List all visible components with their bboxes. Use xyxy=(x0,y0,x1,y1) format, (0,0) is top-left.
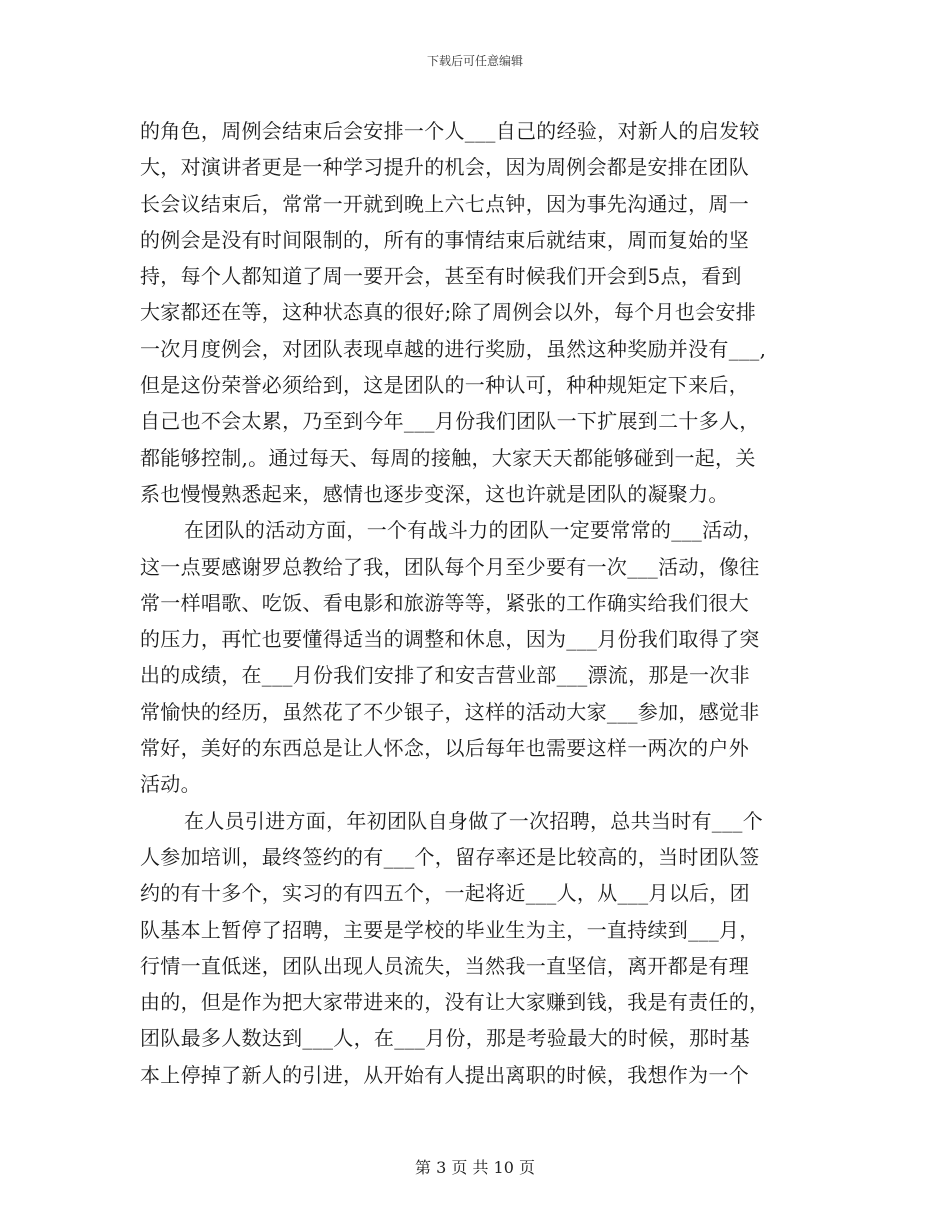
page-header: 下载后可任意编辑 xyxy=(426,54,523,68)
text-line: 长会议结束后，常常一开就到晚上六七点钟，因为事先沟通过，周一 xyxy=(140,191,749,216)
text-line: 大，对演讲者更是一种学习提升的机会，因为周例会都是安排在团队 xyxy=(140,155,749,180)
text-line: 本上停掉了新人的引进，从开始有人提出离职的时候，我想作为一个 xyxy=(140,1062,749,1087)
text-line: 常一样唱歌、吃饭、看电影和旅游等等，紧张的工作确实给我们很大 xyxy=(140,590,749,615)
document-body xyxy=(140,113,812,1093)
text-line: 自己也不会太累，乃至到今年___月份我们团队一下扩展到二十多人， xyxy=(140,409,760,434)
text-line: 持，每个人都知道了周一要开会，甚至有时候我们开会到5点，看到 xyxy=(140,264,742,289)
text-line: 都能够控制,。通过每天、每周的接触，大家天天都能够碰到一起，关 xyxy=(140,445,756,470)
text-line: 人参加培训，最终签约的有___个，留存率还是比较高的，当时团队签 xyxy=(140,844,760,869)
text-line: 的例会是没有时间限制的，所有的事情结束后就结束，周而复始的坚 xyxy=(140,227,749,252)
text-line: 常好，美好的东西总是让人怀念，以后每年也需要这样一两次的户外 xyxy=(140,736,749,761)
text-line: 行情一直低迷，团队出现人员流失，当然我一直坚信，离开都是有理 xyxy=(140,953,749,978)
text-line: 这一点要感谢罗总教给了我，团队每个月至少要有一次___活动，像往 xyxy=(140,554,760,579)
text-line: 常愉快的经历，虽然花了不少银子，这样的活动大家___参加，感觉非 xyxy=(140,699,760,724)
text-line: 由的，但是作为把大家带进来的，没有让大家赚到钱，我是有责任的， xyxy=(140,990,770,1015)
text-line: 大家都还在等，这种状态真的很好;除了周例会以外，每个月也会安排 xyxy=(140,300,757,325)
paragraph-start-line: 在人员引进方面，年初团队自身做了一次招聘，总共当时有___个 xyxy=(184,808,763,833)
text-line: 出的成绩，在___月份我们安排了和安吉营业部___漂流，那是一次非 xyxy=(140,663,750,688)
text-line: 活动。 xyxy=(140,772,201,797)
text-line: 团队最多人数达到___人，在___月份，那是考验最大的时候，那时基 xyxy=(140,1026,750,1051)
text-line: 一次月度例会，对团队表现卓越的进行奖励，虽然这种奖励并没有___, xyxy=(140,336,767,361)
text-line: 系也慢慢熟悉起来，感情也逐步变深，这也许就是团队的凝聚力。 xyxy=(140,481,729,506)
page-number-footer: 第 3 页 共 10 页 xyxy=(415,1158,535,1177)
text-line: 的角色，周例会结束后会安排一个人___自己的经验，对新人的启发较 xyxy=(140,119,760,143)
text-line: 队基本上暂停了招聘，主要是学校的毕业生为主，一直持续到___月， xyxy=(140,917,760,942)
text-line: 但是这份荣誉必须给到，这是团队的一种认可，种种规矩定下来后， xyxy=(140,373,749,398)
text-line: 的压力，再忙也要懂得适当的调整和休息，因为___月份我们取得了突 xyxy=(140,627,760,652)
text-line: 约的有十多个，实习的有四五个，一起将近___人，从___月以后，团 xyxy=(140,881,750,906)
paragraph-start-line: 在团队的活动方面，一个有战斗力的团队一定要常常的___活动， xyxy=(184,518,763,543)
